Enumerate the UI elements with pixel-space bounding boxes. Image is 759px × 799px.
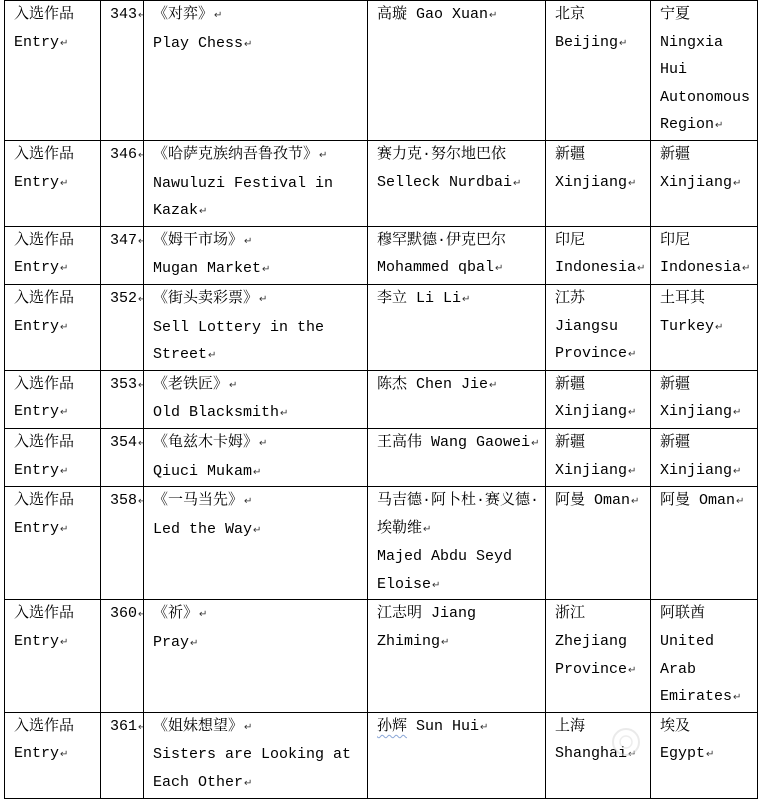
cell-author [368, 487, 546, 600]
cell-author [368, 226, 546, 284]
status-en: Entry [14, 33, 60, 51]
cell-status [5, 226, 101, 284]
cell-country [651, 428, 758, 486]
cell-status [5, 600, 101, 712]
cell-number [101, 712, 144, 798]
region-en: Beijing [555, 33, 619, 51]
status-zh: 入选作品 [14, 492, 75, 510]
author-zh: 马吉德·阿卜杜·赛义德·埃勒维 [377, 492, 540, 537]
country-zh: 新疆 [660, 433, 691, 451]
status-paragraph [14, 371, 96, 427]
cell-number [101, 284, 144, 370]
region-en: Xinjiang [555, 403, 628, 421]
cell-title [144, 712, 368, 798]
cell-region [546, 600, 651, 712]
title-en: Led the Way [153, 520, 253, 538]
cell-title [144, 600, 368, 712]
cell-country [651, 140, 758, 226]
author-en: Jiang Zhiming [377, 605, 477, 651]
table-row [5, 370, 758, 428]
table-row [5, 140, 758, 226]
cell-region [546, 1, 651, 141]
status-paragraph [14, 600, 96, 656]
cell-number [101, 226, 144, 284]
title-en: Pray [153, 634, 190, 652]
author-zh: 高璇 [377, 6, 408, 23]
country-paragraph [660, 141, 753, 197]
title-en: Old Blacksmith [153, 404, 280, 422]
status-zh: 入选作品 [14, 717, 75, 735]
country-paragraph [660, 1, 753, 140]
author-paragraph [377, 429, 541, 458]
region-en: Indonesia [555, 259, 637, 277]
region-en: Jiangsu Province [555, 317, 628, 363]
author-en-paragraph [377, 543, 541, 599]
status-paragraph [14, 285, 96, 341]
author-zh-paragraph [377, 487, 541, 543]
cell-region [546, 226, 651, 284]
author-zh-spellcheck[interactable]: 孙辉 [377, 717, 408, 735]
author-paragraph [377, 285, 541, 314]
entry-number: 353 [110, 375, 138, 393]
number-paragraph [110, 285, 139, 314]
entry-number: 354 [110, 433, 138, 451]
number-paragraph [110, 713, 139, 742]
title-zh: 《龟兹木卡姆》 [153, 433, 259, 451]
entry-number: 352 [110, 289, 138, 307]
number-paragraph [110, 1, 139, 30]
title-en: Mugan Market [153, 260, 262, 278]
cell-author [368, 600, 546, 712]
title-zh-paragraph [153, 285, 363, 314]
region-zh: 北京 [555, 6, 586, 23]
cell-number [101, 1, 144, 141]
country-zh: 阿联酋 [660, 605, 706, 623]
entry-number: 360 [110, 605, 138, 623]
title-zh-paragraph [153, 141, 363, 170]
country-paragraph [660, 713, 753, 769]
number-paragraph [110, 600, 139, 629]
author-en: Majed Abdu Seyd Eloise [377, 548, 513, 593]
title-zh-paragraph [153, 429, 363, 458]
cell-title [144, 1, 368, 141]
title-zh-paragraph [153, 227, 363, 256]
country-zh: 埃及 [660, 717, 691, 735]
entry-number: 346 [110, 145, 138, 163]
cell-title [144, 226, 368, 284]
country-paragraph [660, 227, 753, 283]
number-paragraph [110, 487, 139, 516]
author-zh: 陈杰 [377, 375, 408, 393]
status-zh: 入选作品 [14, 231, 75, 249]
author-en: Chen Jie [416, 375, 489, 393]
cell-number [101, 600, 144, 712]
cell-author [368, 370, 546, 428]
cell-region [546, 487, 651, 600]
region-paragraph [555, 487, 646, 516]
cell-author [368, 284, 546, 370]
status-paragraph [14, 487, 96, 543]
status-en: Entry [14, 403, 60, 421]
author-en: Sun Hui [416, 717, 480, 735]
author-paragraph [377, 141, 541, 197]
title-zh: 《一马当先》 [153, 492, 244, 510]
cell-author [368, 712, 546, 798]
cell-status [5, 428, 101, 486]
country-en: Xinjiang [660, 403, 733, 421]
status-paragraph [14, 141, 96, 197]
status-zh: 入选作品 [14, 605, 75, 623]
cell-author [368, 428, 546, 486]
region-en: Xinjiang [555, 173, 628, 191]
cell-country [651, 284, 758, 370]
country-paragraph [660, 371, 753, 427]
title-en-paragraph [153, 516, 363, 545]
region-zh: 江苏 [555, 289, 586, 307]
author-en: Wang Gaowei [431, 433, 531, 451]
title-zh: 《老铁匠》 [153, 375, 229, 393]
country-en: Turkey [660, 317, 715, 335]
entry-number: 343 [110, 6, 138, 23]
country-zh: 印尼 [660, 231, 691, 249]
entries-table [4, 0, 758, 799]
country-zh: 宁夏 [660, 6, 691, 23]
author-en: Selleck Nurdbai [377, 173, 513, 191]
cell-status [5, 284, 101, 370]
status-paragraph [14, 1, 96, 57]
title-zh-paragraph [153, 713, 363, 742]
status-en: Entry [14, 745, 60, 763]
title-en: Sell Lottery in the Street [153, 318, 325, 364]
title-zh: 《姐妹想望》 [153, 717, 244, 735]
title-zh: 《姆干市场》 [153, 231, 244, 249]
cell-status [5, 140, 101, 226]
region-en: Zhejiang Province [555, 633, 628, 678]
title-en: Nawuluzi Festival in Kazak [153, 174, 334, 220]
cell-country [651, 226, 758, 284]
region-zh: 印尼 [555, 231, 586, 249]
region-en: Xinjiang [555, 461, 628, 479]
entry-number: 347 [110, 231, 138, 249]
region-zh: 阿曼 [555, 492, 586, 510]
status-en: Entry [14, 259, 60, 277]
country-en: Indonesia [660, 259, 742, 277]
status-paragraph [14, 429, 96, 485]
status-zh: 入选作品 [14, 145, 75, 163]
author-zh: 江志明 [377, 605, 423, 623]
number-paragraph [110, 227, 139, 256]
region-zh: 新疆 [555, 433, 586, 451]
region-paragraph [555, 1, 646, 57]
title-zh: 《祈》 [153, 605, 199, 623]
country-paragraph [660, 600, 753, 711]
title-zh: 《对弈》 [153, 6, 214, 23]
country-paragraph [660, 429, 753, 485]
status-zh: 入选作品 [14, 6, 75, 23]
author-paragraph [377, 713, 541, 742]
title-en: Play Chess [153, 34, 244, 52]
entry-number: 358 [110, 492, 138, 510]
country-paragraph [660, 487, 753, 516]
author-zh: 王高伟 [377, 433, 423, 451]
author-zh: 李立 [377, 289, 408, 307]
region-paragraph [555, 285, 646, 369]
country-zh: 阿曼 [660, 492, 691, 510]
cell-country [651, 600, 758, 712]
country-zh: 新疆 [660, 375, 691, 393]
country-en: Xinjiang [660, 173, 733, 191]
country-en: Egypt [660, 745, 706, 763]
country-en: United Arab Emirates [660, 633, 733, 706]
author-zh: 赛力克·努尔地巴依 [377, 145, 507, 163]
cell-country [651, 487, 758, 600]
table-row [5, 487, 758, 600]
cell-status [5, 487, 101, 600]
author-en: Mohammed qbal [377, 259, 495, 277]
number-paragraph [110, 141, 139, 170]
country-zh: 新疆 [660, 145, 691, 163]
title-en-paragraph [153, 255, 363, 284]
status-en: Entry [14, 173, 60, 191]
cell-number [101, 487, 144, 600]
cell-title [144, 370, 368, 428]
watermark-logo-icon [606, 724, 666, 764]
cell-title [144, 140, 368, 226]
region-paragraph [555, 429, 646, 485]
table-row [5, 428, 758, 486]
cell-title [144, 487, 368, 600]
status-en: Entry [14, 317, 60, 335]
region-zh: 新疆 [555, 145, 586, 163]
cell-country [651, 712, 758, 798]
status-zh: 入选作品 [14, 375, 75, 393]
country-zh: 土耳其 [660, 289, 706, 307]
title-zh-paragraph [153, 487, 363, 516]
country-en: Ningxia Hui Autonomous Region [660, 33, 751, 134]
status-en: Entry [14, 519, 60, 537]
cell-author [368, 1, 546, 141]
status-zh: 入选作品 [14, 433, 75, 451]
title-zh-paragraph [153, 600, 363, 629]
cell-country [651, 1, 758, 141]
cell-region [546, 370, 651, 428]
region-zh: 新疆 [555, 375, 586, 393]
status-en: Entry [14, 461, 60, 479]
author-paragraph [377, 600, 541, 656]
cell-number [101, 370, 144, 428]
table-row [5, 226, 758, 284]
table-row [5, 600, 758, 712]
cell-status [5, 1, 101, 141]
cell-region [546, 140, 651, 226]
number-paragraph [110, 371, 139, 400]
cell-country [651, 370, 758, 428]
author-en: Gao Xuan [416, 6, 489, 23]
country-en: Xinjiang [660, 461, 733, 479]
cell-status [5, 712, 101, 798]
cell-region [546, 284, 651, 370]
region-paragraph [555, 227, 646, 283]
title-zh-paragraph [153, 371, 363, 400]
region-paragraph [555, 141, 646, 197]
author-en: Li Li [416, 289, 462, 307]
table-row [5, 1, 758, 141]
cell-author [368, 140, 546, 226]
title-en: Qiuci Mukam [153, 462, 253, 480]
status-zh: 入选作品 [14, 289, 75, 307]
number-paragraph [110, 429, 139, 458]
author-zh: 穆罕默德·伊克巴尔 [377, 231, 507, 249]
title-en-paragraph [153, 170, 363, 226]
title-en: Sisters are Looking at Each Other [153, 746, 352, 792]
author-paragraph [377, 227, 541, 283]
cell-title [144, 284, 368, 370]
title-en-paragraph [153, 629, 363, 658]
table-row [5, 284, 758, 370]
cell-number [101, 428, 144, 486]
title-en-paragraph [153, 30, 363, 59]
cell-title [144, 428, 368, 486]
region-en: Oman [594, 492, 631, 510]
region-zh: 浙江 [555, 605, 586, 623]
region-zh: 上海 [555, 717, 586, 735]
region-paragraph [555, 600, 646, 684]
author-paragraph [377, 371, 541, 400]
title-en-paragraph [153, 741, 363, 797]
author-paragraph [377, 1, 541, 30]
cell-number [101, 140, 144, 226]
status-en: Entry [14, 633, 60, 651]
country-paragraph [660, 285, 753, 341]
title-zh: 《街头卖彩票》 [153, 289, 259, 307]
status-paragraph [14, 227, 96, 283]
cell-status [5, 370, 101, 428]
cell-region [546, 428, 651, 486]
country-en: Oman [699, 492, 736, 510]
title-zh-paragraph [153, 1, 363, 30]
title-en-paragraph [153, 314, 363, 370]
title-zh: 《哈萨克族纳吾鲁孜节》 [153, 145, 319, 163]
title-en-paragraph [153, 399, 363, 428]
entry-number: 361 [110, 717, 138, 735]
region-paragraph [555, 371, 646, 427]
region-en: Shanghai [555, 745, 628, 763]
status-paragraph [14, 713, 96, 769]
title-en-paragraph [153, 458, 363, 487]
